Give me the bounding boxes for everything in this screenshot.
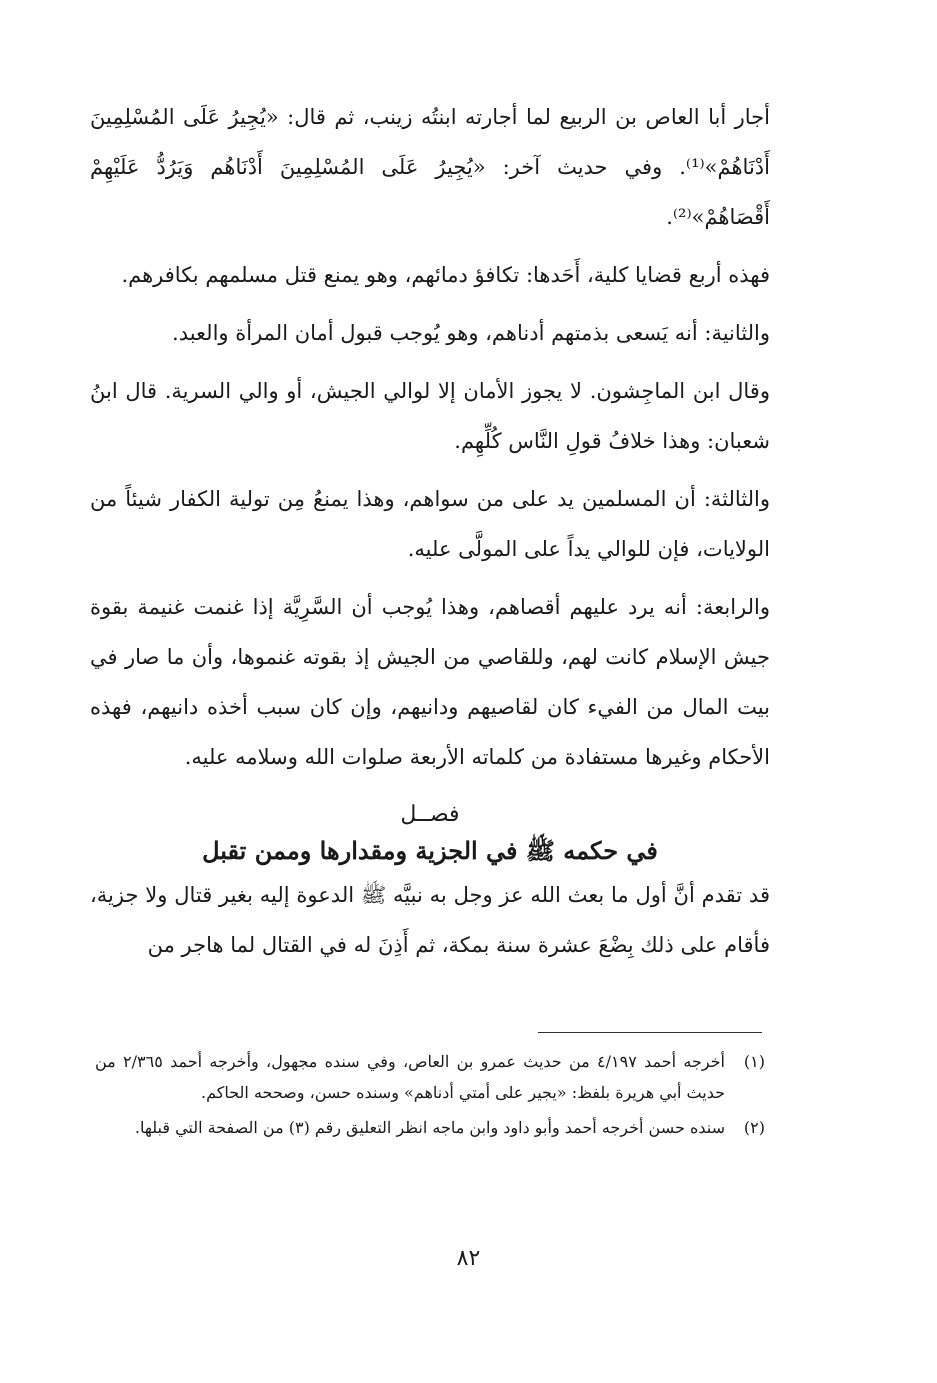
section-title: في حكمه ﷺ في الجزية ومقدارها وممن تقبل	[202, 836, 658, 865]
footnote-1	[95, 1046, 765, 1108]
footnote-divider	[538, 1032, 762, 1033]
footnotes	[95, 1046, 765, 1147]
paragraph-6: والرابعة: أنه يرد عليهم أقصاهم، وهذا يُوجب أن السَّرِيَّة إذا غنمت غنيمة بقوة جيش الإسلام كانت لهم، وللقاصي من الجيش إذ بقوته غنموها، وأن ما صار في بيت المال من الفيء كان لقاصيهم ودانيهم، وإن كان سبب أخذه دانيهم، فهذه الأحكام وغيرها مستفادة من كلماته الأربعة صلوات الله وسلامه عليه.	[90, 595, 770, 769]
paragraph-4: وقال ابن الماجِشون. لا يجوز الأمان إلا لوالي الجيش، أو والي السرية. قال ابنُ شعبان: وهذا خلافُ قولِ النَّاس كُلِّهِم.	[90, 379, 770, 453]
footnote-text: أخرجه أحمد ٤/١٩٧ من حديث عمرو بن العاص، وفي سنده مجهول، وأخرجه أحمد ٢/٣٦٥ من حديث أبي هريرة بلفظ: «يجير على أمتي أدناهم» وسنده حسن، وصححه الحاكم.	[95, 1052, 725, 1102]
footnote-text: سنده حسن أخرجه أحمد وأبو داود وابن ماجه انظر التعليق رقم (٣) من الصفحة التي قبلها.	[134, 1118, 725, 1137]
page-number: ٨٢	[456, 1246, 481, 1271]
paragraph-3: والثانية: أنه يَسعى بذمتهم أدناهم، وهو يُوجب قبول أمان المرأة والعبد.	[172, 321, 770, 345]
paragraph-1: أجار أبا العاص بن الربيع لما أجارته ابنتُه زينب، ثم قال: «يُجِيرُ عَلَى المُسْلِمِينَ أَدْنَاهُمْ»⁽¹⁾. وفي حديث آخر: «يُجِيرُ عَلَى المُسْلِمِينَ أَدْنَاهُم وَيَرُدُّ عَلَيْهِمْ أَقْصَاهُمْ»⁽²⁾.	[90, 105, 770, 229]
footnote-number: (٢)	[743, 1118, 765, 1137]
section-label: فصــل	[400, 802, 460, 827]
section-heading	[90, 798, 770, 870]
paragraph-5: والثالثة: أن المسلمين يد على من سواهم، وهذا يمنعُ مِن تولية الكفار شيئاً من الولايات، فإن للوالي يداً على المولَّى عليه.	[90, 487, 770, 561]
page-body	[90, 92, 770, 978]
paragraph-2: فهذه أربع قضايا كلية، أَحَدها: تكافؤ دمائهم، وهو يمنع قتل مسلمهم بكافرهم.	[121, 263, 770, 287]
footnote-number: (١)	[743, 1052, 765, 1071]
footnote-2	[95, 1112, 765, 1143]
paragraph-after-section: قد تقدم أنَّ أول ما بعث الله عز وجل به نبيَّه ﷺ الدعوة إليه بغير قتال ولا جزية، فأقام على ذلك بِضْعَ عشرة سنة بمكة، ثم أَذِنَ له في القتال لما هاجر من	[90, 883, 770, 957]
